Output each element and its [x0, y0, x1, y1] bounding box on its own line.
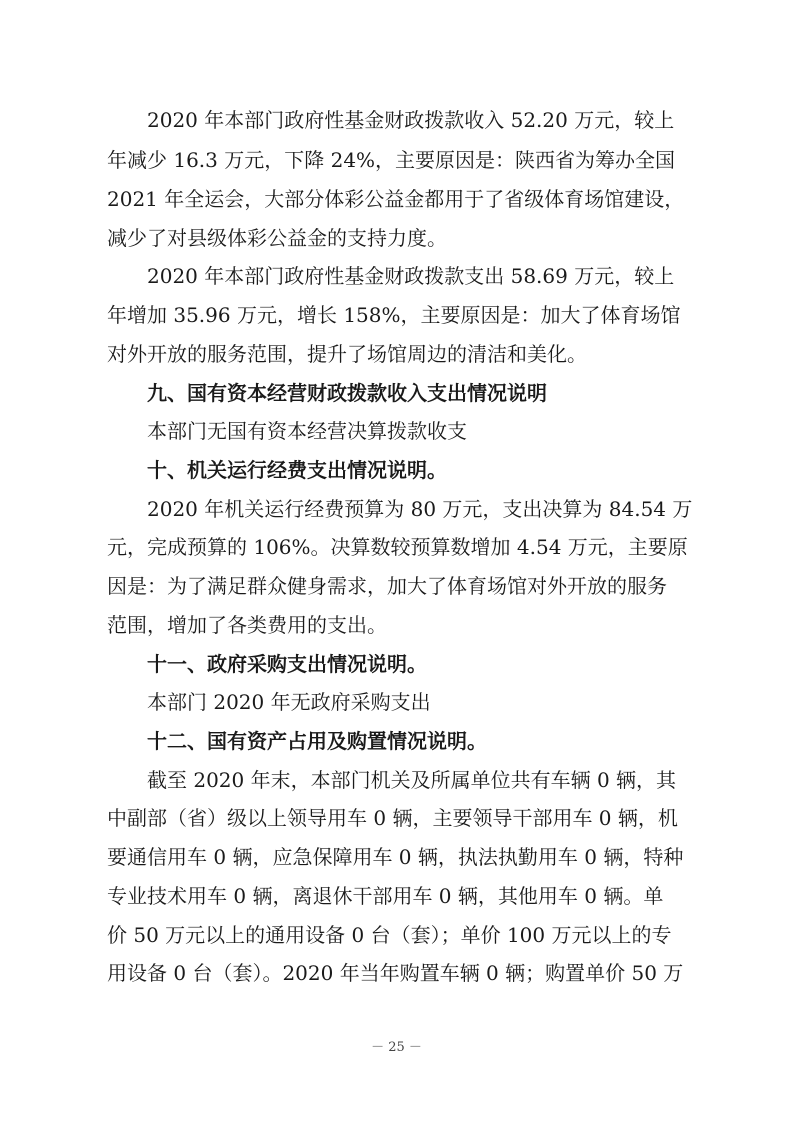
section-10-heading: 十、机关运行经费支出情况说明。 — [147, 458, 447, 482]
section-12-heading: 十二、国有资产占用及购置情况说明。 — [147, 729, 487, 753]
section-12-line-4: 专业技术用车 0 辆，离退休干部用车 0 辆，其他用车 0 辆。单 — [107, 884, 664, 908]
fund-expense-line-1: 2020 年本部门政府性基金财政拨款支出 58.69 万元，较上 — [147, 264, 675, 288]
section-12-line-3: 要通信用车 0 辆，应急保障用车 0 辆，执法执勤用车 0 辆，特种 — [107, 845, 684, 869]
section-9-text: 本部门无国有资本经营决算拨款收支 — [147, 419, 467, 443]
fund-income-line-2: 年减少 16.3 万元，下降 24%，主要原因是：陕西省为筹办全国 — [107, 148, 676, 172]
fund-expense-line-3: 对外开放的服务范围，提升了场馆周边的清洁和美化。 — [107, 342, 587, 366]
section-12-line-1: 截至 2020 年末，本部门机关及所属单位共有车辆 0 辆，其 — [147, 768, 677, 792]
section-11-text: 本部门 2020 年无政府采购支出 — [147, 690, 431, 714]
section-12-line-6: 用设备 0 台（套）。2020 年当年购置车辆 0 辆；购置单价 50 万 — [107, 961, 684, 985]
section-10-line-4: 范围，增加了各类费用的支出。 — [107, 613, 387, 637]
section-11-heading: 十一、政府采购支出情况说明。 — [147, 652, 427, 676]
section-10-line-3: 因是：为了满足群众健身需求，加大了体育场馆对外开放的服务 — [107, 574, 667, 598]
fund-income-line-3: 2021 年全运会，大部分体彩公益金都用于了省级体育场馆建设， — [107, 187, 685, 211]
section-12-line-5: 价 50 万元以上的通用设备 0 台（套）；单价 100 万元以上的专 — [107, 923, 672, 947]
page-number: － 25 － — [371, 1040, 422, 1055]
fund-income-line-1: 2020 年本部门政府性基金财政拨款收入 52.20 万元，较上 — [147, 108, 675, 132]
section-12-line-2: 中副部（省）级以上领导用车 0 辆，主要领导干部用车 0 辆，机 — [107, 806, 678, 830]
section-10-line-2: 元，完成预算的 106%。决算数较预算数增加 4.54 万元，主要原 — [107, 535, 688, 559]
fund-income-line-4: 减少了对县级体彩公益金的支持力度。 — [107, 226, 447, 250]
section-10-line-1: 2020 年机关运行经费预算为 80 万元，支出决算为 84.54 万 — [147, 497, 693, 521]
section-9-heading: 九、国有资本经营财政拨款收入支出情况说明 — [147, 381, 547, 405]
fund-expense-line-2: 年增加 35.96 万元，增长 158%，主要原因是：加大了体育场馆 — [107, 303, 681, 327]
